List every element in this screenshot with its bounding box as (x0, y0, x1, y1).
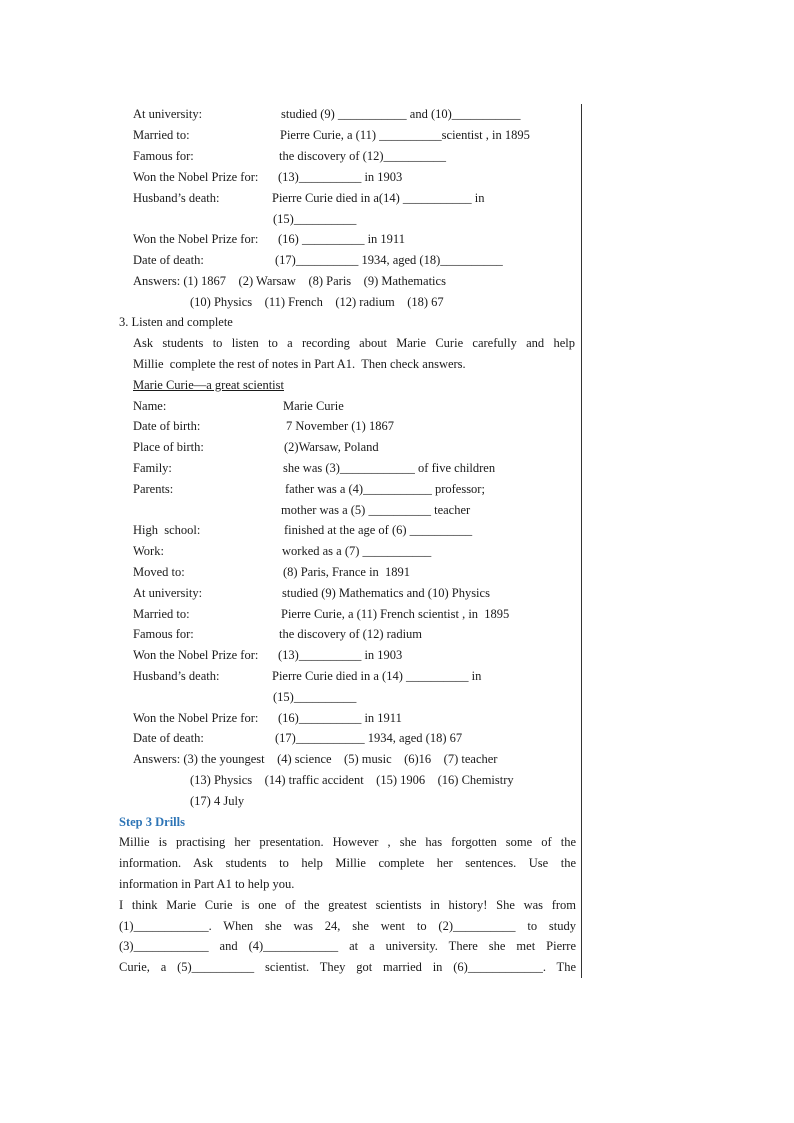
step3-para2-line4: Curie, a (5)__________ scientist. They got married in (6)____________. The (119, 960, 576, 974)
step3-para1-line1: Millie is practising her presentation. However , she has forgotten some of the (119, 835, 576, 849)
s3-subtitle: Marie Curie—a great scientist (133, 378, 284, 392)
s3-instruction-2: Millie complete the rest of notes in Part A1. Then check answers. (133, 357, 466, 371)
s3-instruction-1: Ask students to listen to a recording about Marie Curie carefully and help (133, 336, 575, 350)
step3-para2-line3: (3)____________ and (4)____________ at a university. There she met Pierre (119, 939, 576, 953)
step3-para1-line3: information in Part A1 to help you. (119, 877, 295, 891)
step3-para2-line2: (1)____________. When she was 24, she went to (2)__________ to study (119, 919, 576, 933)
step3-para1-line2: information. Ask students to help Millie complete her sentences. Use the (119, 856, 576, 870)
document-page: At university: studied (9) ___________ and (10)___________ Married to: Pierre Curie, a (11) __________scientist , in 1895 Famous for: the discovery of (12)__________ Won the Nobel Prize for: (13)__________ in 1903 Husband’s death: Pierre Curie died in a(14) ___________ in (15)__________ Won the Nobel Prize for: (16) __________ in 1911 Date of death: (17)__________ 1934, aged (18)__________ Answers: (1) 1867 (2) Warsaw (8) Paris (9) Mathematics (10) Physics (11) French (12) radium (18) 67 3. Listen and complete Ask students to listen to a recording about Marie Curie carefully and help Millie complete the rest of notes in Part A1. Then check answers. Marie Curie—a great scientist Name: Marie Curie Date of birth: 7 November (1) 1867 Place of birth: (2)Warsaw, Poland Family: she was (3)____________ of five children Parents: father was a (4)___________ professor; mother was a (5) __________ teacher High school: finished at the age of (6) __________ Work: worked as a (7) ___________ Moved to: (8) Paris, France in 1891 At university: studied (9) Mathematics and (10) Physics Married to: Pierre Curie, a (11) French scientist , in 1895 Famous for: the discovery of (12) radium Won the Nobel Prize for: (13)__________ in 1903 Husband’s death: Pierre Curie died in a (14) __________ in (15)__________ Won the Nobel Prize for: (16)__________ in 1911 Date of death: (17)___________ 1934, aged (18) 67 Answers: (3) the youngest (4) science (5) music (6)16 (7) teacher (13) Physics (14) traffic accident (15) 1906 (16) Chemistry (17) 4 July Step 3 Drills Millie is practising her presentation. However , she has forgotten some of the information. Ask students to help Millie complete her sentences. Use the information in Part A1 to help you. I think Marie Curie is one of the greatest scientists in history! She was from (1)____________. When she was 24, she went to (2)__________ to study (3)____________ and (4)____________ at a university. There she met Pierre Curie, a (5)__________ scientist. They got married in (6)____________. The (0, 0, 794, 1123)
step3-heading: Step 3 Drills (119, 815, 185, 829)
section3-heading: 3. Listen and complete (119, 315, 233, 329)
step3-para2-line1: I think Marie Curie is one of the greatest scientists in history! She was from (119, 898, 576, 912)
table-border-right (581, 104, 582, 978)
